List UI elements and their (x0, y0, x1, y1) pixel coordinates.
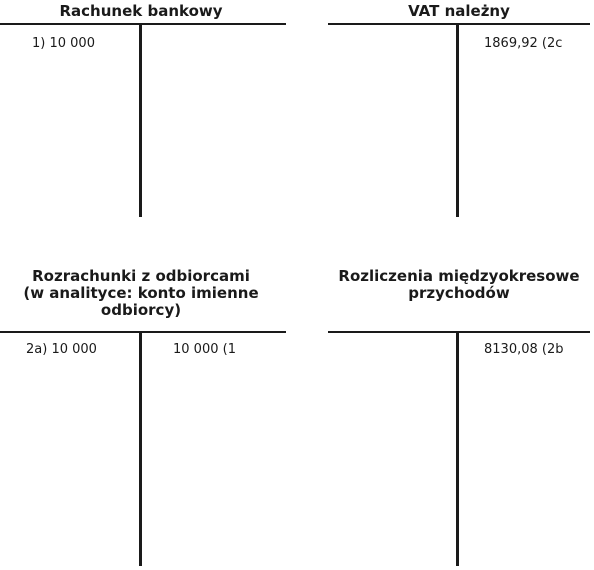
t-account-vertical-line (456, 331, 459, 566)
account-title-line: przychodów (408, 284, 510, 302)
account-title-line: (w analityce: konto imienne (23, 284, 259, 302)
account-title (0, 3, 282, 20)
t-account-vertical-line (139, 23, 142, 217)
account-title (328, 3, 590, 20)
account-title-line: Rozrachunki z odbiorcami (32, 267, 250, 285)
t-account-vertical-line (139, 331, 142, 566)
debit-entry: 2a) 10 000 (26, 342, 97, 357)
debit-entry: 1) 10 000 (32, 36, 95, 51)
t-account-horizontal-line (328, 23, 590, 25)
account-title-line: Rozliczenia międzyokresowe (338, 267, 580, 285)
t-account-vertical-line (456, 23, 459, 217)
account-title (328, 268, 590, 302)
t-account-horizontal-line (0, 23, 286, 25)
account-title-line: VAT należny (408, 2, 510, 20)
credit-entry: 1869,92 (2c (484, 36, 563, 51)
account-title-line: odbiorcy) (100, 301, 182, 319)
t-account-horizontal-line (0, 331, 286, 333)
account-title (0, 268, 282, 319)
t-account-horizontal-line (328, 331, 590, 333)
account-title-line: Rachunek bankowy (59, 2, 223, 20)
credit-entry: 8130,08 (2b (484, 342, 564, 357)
credit-entry: 10 000 (1 (173, 342, 236, 357)
